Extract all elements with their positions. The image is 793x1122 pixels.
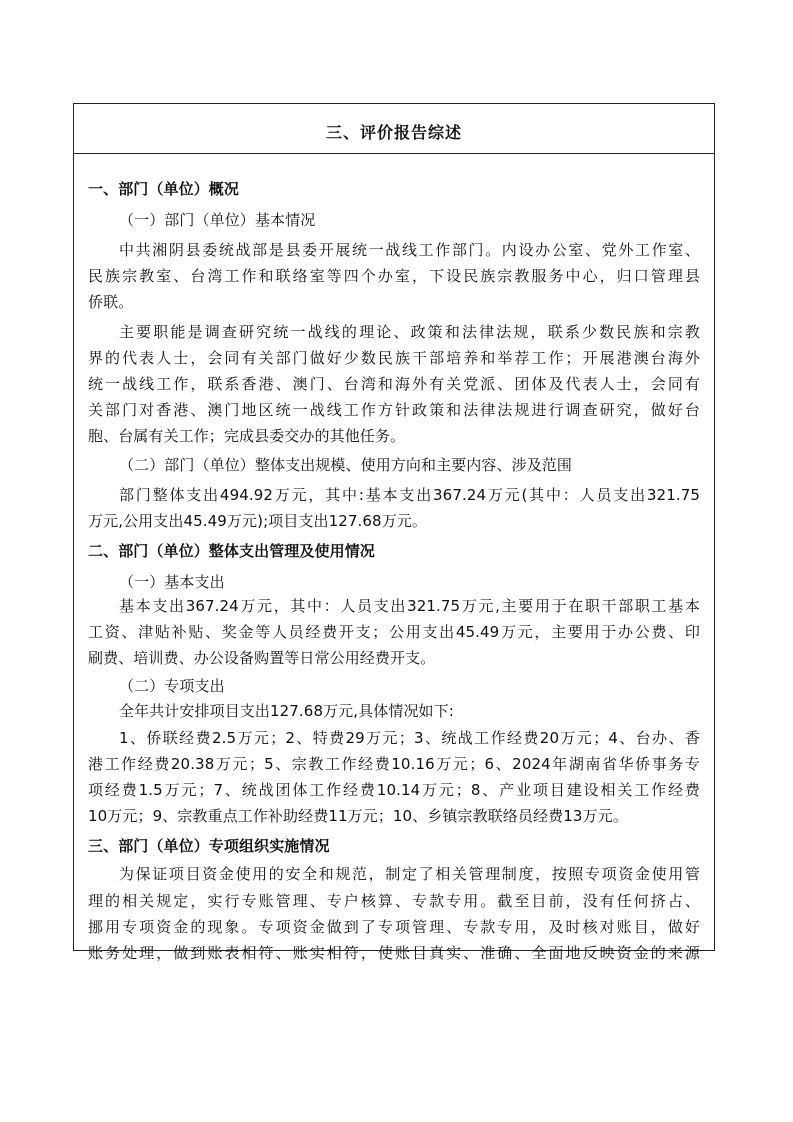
paragraph-line: 为保证项目资金使用的安全和规范，制定了相关管理制度，按照专项资金使用管: [119, 865, 700, 883]
subheading-special-expenditure: （二）专项支出: [119, 677, 225, 695]
paragraph-line: 挪用专项资金的现象。专项资金做到了专项管理、专款专用，及时核对账目，做好: [88, 918, 700, 936]
paragraph-line: 全年共计安排项目支出127.68万元,具体情况如下:: [119, 702, 454, 720]
subheading-expenditure-scope: （二）部门（单位）整体支出规模、使用方向和主要内容、涉及范围: [119, 456, 573, 474]
paragraph-line: 界的代表人士，会同有关部门做好少数民族干部培养和举荐工作；开展港澳台海外: [88, 349, 700, 367]
paragraph-line: 民族宗教室、台湾工作和联络室等四个办室，下设民族宗教服务中心，归口管理县: [88, 267, 700, 285]
section-title: 三、评价报告综述: [325, 123, 462, 142]
paragraph-line: 侨联。: [88, 293, 134, 311]
paragraph-line: 关部门对香港、澳门地区统一战线工作方针政策和法律法规进行调查研究，做好台: [88, 401, 700, 419]
paragraph-line: 10万元；9、宗教重点工作补助经费11万元；10、乡镇宗教联络员经费13万元。: [88, 807, 628, 825]
paragraph-line: 工资、津贴补贴、奖金等人员经费开支；公用支出45.49万元，主要用于办公费、印: [88, 623, 700, 641]
paragraph-line: 部门整体支出494.92万元，其中:基本支出367.24万元(其中：人员支出321.75: [119, 486, 700, 504]
report-frame: [73, 103, 715, 962]
paragraph-line: 基本支出367.24万元，其中：人员支出321.75万元,主要用于在职干部职工基本: [119, 597, 700, 615]
paragraph-line: 账务处理，做到账表相符、账实相符，使账目真实、准确、全面地反映资金的来源: [88, 944, 700, 962]
heading-overview: 一、部门（单位）概况: [88, 180, 240, 198]
paragraph-line: 中共湘阴县委统战部是县委开展统一战线工作部门。内设办公室、党外工作室、: [119, 241, 700, 259]
paragraph-line: 项经费1.5万元；7、统战团体工作经费10.14万元；8、产业项目建设相关工作经费: [88, 781, 700, 799]
paragraph-line: 理的相关规定，实行专账管理、专户核算、专款专用。截至目前，没有任何挤占、: [88, 892, 700, 910]
paragraph-line: 刷费、培训费、办公设备购置等日常公用经费开支。: [88, 649, 436, 667]
subheading-basic-expenditure: （一）基本支出: [119, 573, 225, 591]
paragraph-line: 胞、台属有关工作；完成县委交办的其他任务。: [88, 427, 406, 445]
title-row: [74, 104, 714, 154]
paragraph-line: 主要职能是调查研究统一战线的理论、政策和法律法规，联系少数民族和宗教: [119, 323, 700, 341]
paragraph-line: 1、侨联经费2.5万元；2、特费29万元；3、统战工作经费20万元；4、台办、香: [119, 729, 700, 747]
heading-special-implementation: 三、部门（单位）专项组织实施情况: [88, 837, 330, 855]
paragraph-line: 统一战线工作，联系香港、澳门、台湾和海外有关党派、团体及代表人士，会同有: [88, 375, 700, 393]
subheading-basic-info: （一）部门（单位）基本情况: [119, 211, 316, 229]
paragraph-line: 万元,公用支出45.49万元);项目支出127.68万元。: [88, 512, 428, 530]
heading-expenditure-management: 二、部门（单位）整体支出管理及使用情况: [88, 542, 375, 560]
paragraph-line: 港工作经费20.38万元；5、宗教工作经费10.16万元；6、2024年湖南省华侨事务专: [88, 755, 700, 773]
